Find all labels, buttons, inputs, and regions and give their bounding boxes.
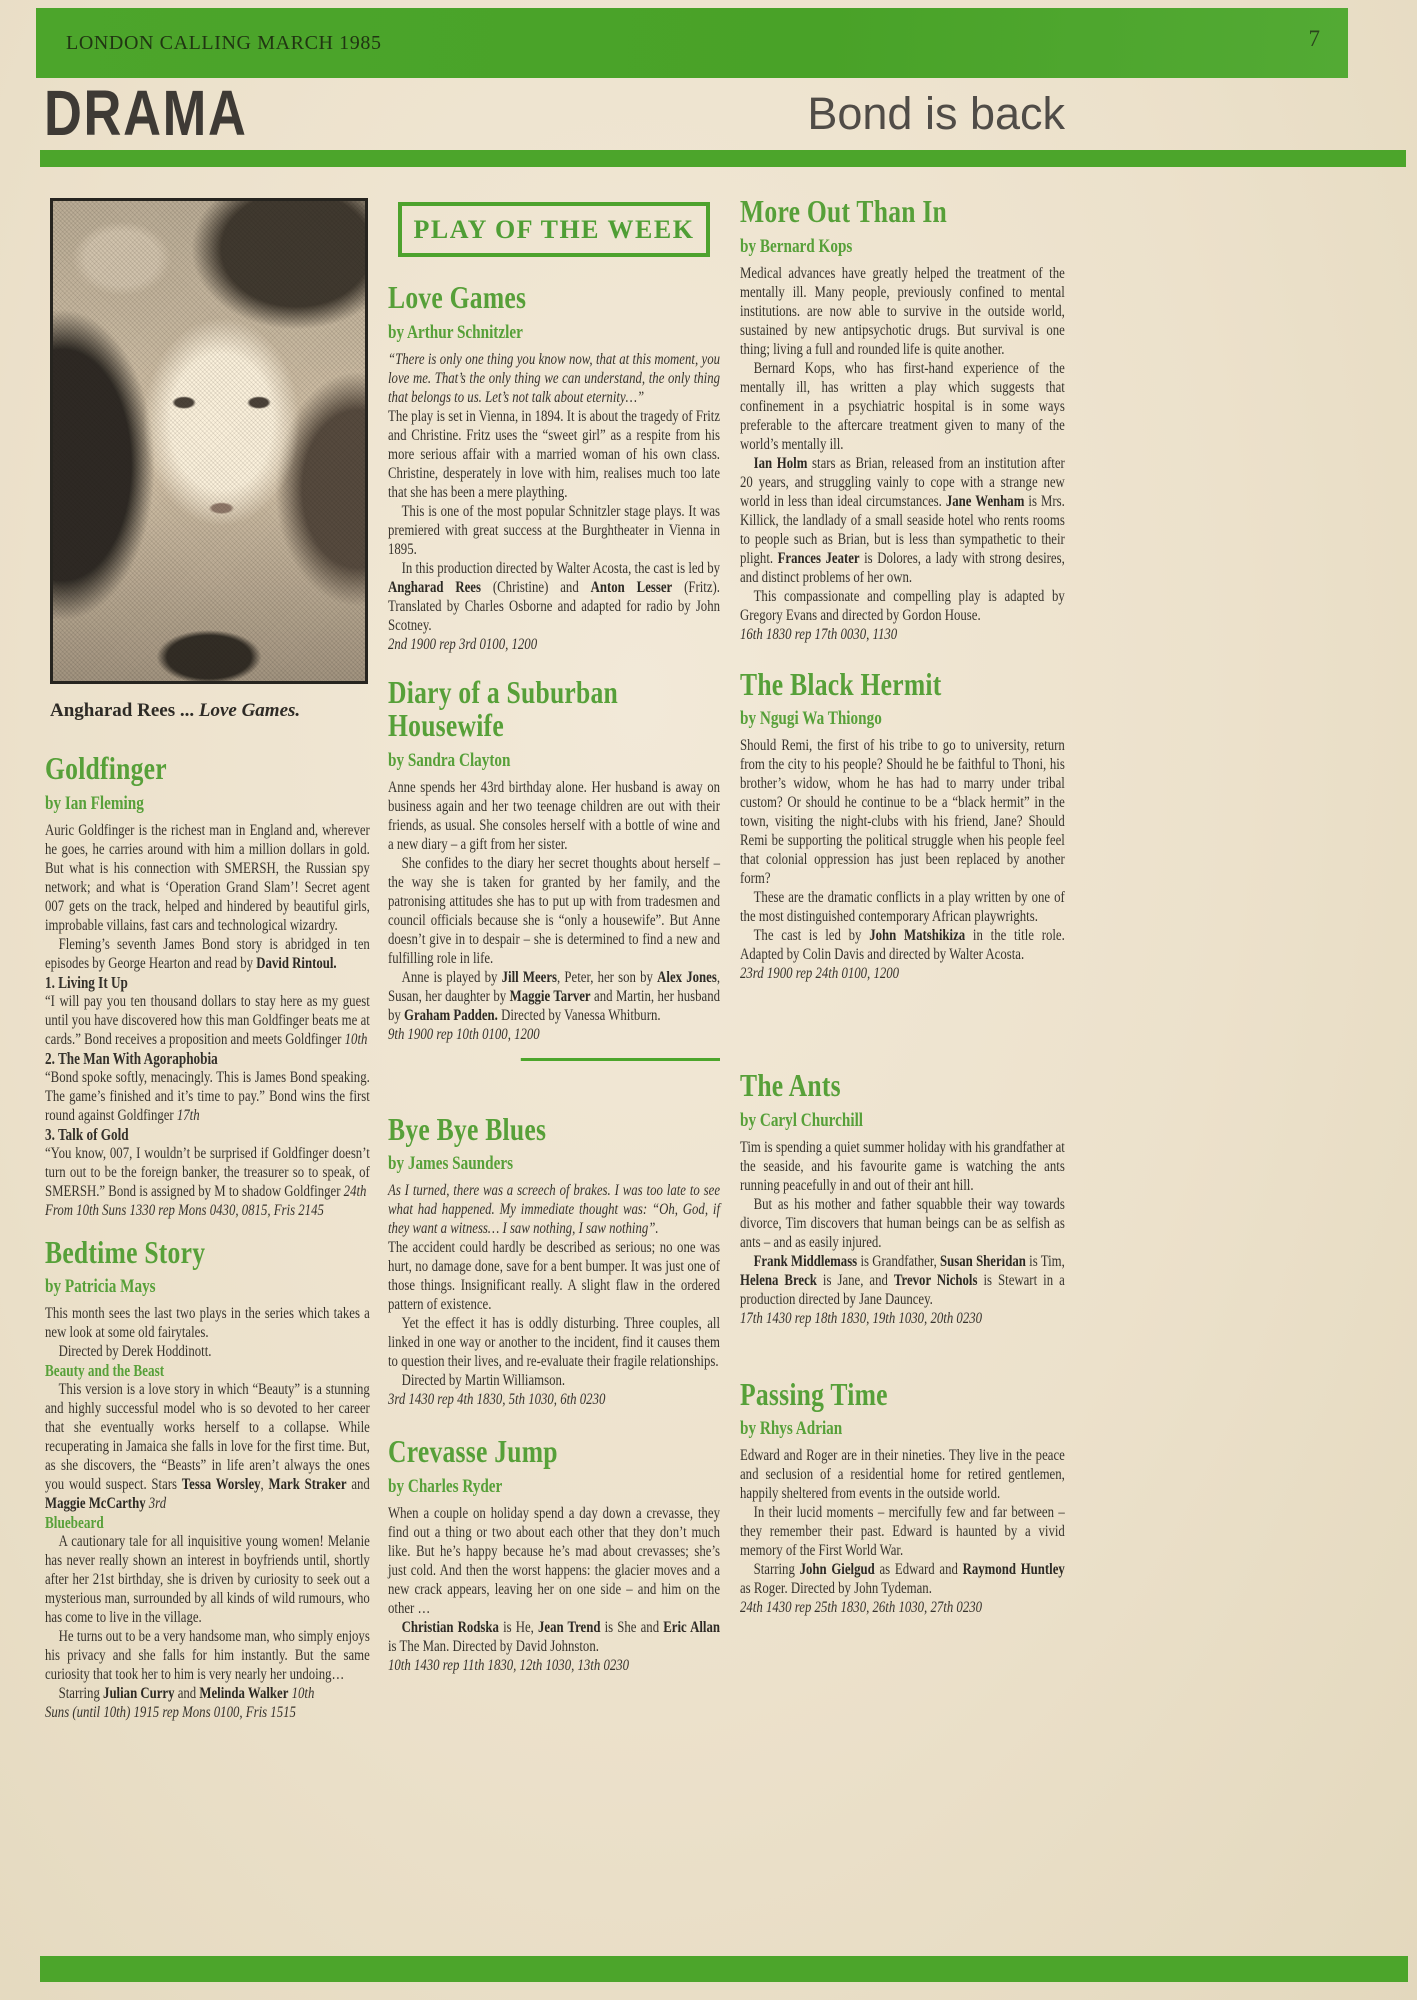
article-body (740, 736, 1065, 983)
block-sched: 2nd 1900 rep 3rd 0100, 1200 (388, 635, 538, 653)
article-byline: by Ngugi Wa Thiongo (740, 708, 882, 730)
block-sched: 9th 1900 rep 10th 0100, 1200 (388, 1025, 540, 1043)
article-the-black-hermit (740, 665, 1065, 984)
block-sched: 3rd 1430 rep 4th 1830, 5th 1030, 6th 0230 (388, 1391, 606, 1409)
block-p: “You know, 007, I wouldn’t be surprised if Goldfinger doesn’t turn out to be the foreign banker, the treasurer so to speak, of SMERSH.” Bond is assigned by M to shadow Goldfinger 24th (45, 1144, 370, 1200)
header-rule (40, 150, 1406, 167)
article-bedtime-story (45, 1233, 370, 1723)
article-title: More Out Than In (740, 193, 948, 229)
article-diary-of-a-suburban-housewife (388, 673, 721, 1044)
article-title: Goldfinger (45, 750, 167, 786)
footer-rule (40, 1956, 1408, 1982)
caption-name: Angharad Rees ... (50, 700, 199, 721)
block-p: But as his mother and father squabble their way towards divorce, Tim discovers that human beings can be as selfish as ants – and as easily injured. (740, 1195, 1065, 1251)
block-p: In this production directed by Walter Acosta, the cast is led by Angharad Rees (Christine) and Anton Lesser (Fritz). Translated by Charles Osborne and adapted for radio by John Scotney. (388, 559, 720, 634)
block-sub: Bluebeard (45, 1513, 104, 1533)
article-crevasse-jump (388, 1435, 720, 1675)
block-sched: From 10th Suns 1330 rep Mons 0430, 0815, Fris 2145 (45, 1201, 324, 1219)
article-body (740, 1446, 1065, 1617)
article-love-games (388, 281, 720, 654)
block-p: Medical advances have greatly helped the treatment of the mentally ill. Many people, previously confined to mental institutions. are now able to survive in the outside world, sustained by new antipsychotic drugs. But survival is one thing; living a full and rounded life is quite another. (740, 264, 1065, 358)
article-title: Passing Time (740, 1375, 888, 1412)
block-p: Directed by Martin Williamson. (401, 1372, 566, 1390)
block-sched: 10th 1430 rep 11th 1830, 12th 1030, 13th 0230 (388, 1656, 630, 1674)
article-body (388, 1504, 720, 1675)
column-divider-rule (521, 1058, 720, 1061)
article-bye-bye-blues (388, 1110, 720, 1410)
article-body (388, 350, 720, 654)
block-p: These are the dramatic conflicts in a play written by one of the most distinguished contemporary African playwrights. (740, 889, 1065, 926)
article-title: Bedtime Story (45, 1233, 206, 1270)
block-p: Should Remi, the first of his tribe to go to university, return from the city to his people? Should he be faithful to Thoni, his brother’s widow, whom he has had to marry under tribal custom? Or should he continue to be a “black hermit” in the town, visiting the night-clubs with his friend, Jane? Should Remi be supporting the political struggle when his people feel that colonial oppression has just been replaced by another form? (740, 737, 1065, 888)
block-p: Edward and Roger are in their nineties. They live in the peace and seclusion of a residential home for retired gentlemen, happily sheltered from events in the outside world. (740, 1447, 1065, 1503)
article-the-ants (740, 1069, 1065, 1328)
article-body (45, 1304, 370, 1722)
block-p: Ian Holm stars as Brian, released from an institution after 20 years, and struggling vainly to cope with a strange new world in less than ideal circumstances. Jane Wenham is Mrs. Killick, the landlady of a small seaside hotel who rents rooms to people such as Brian, but is less than sympathetic to their plight. Frances Jeater is Dolores, a lady with strong desires, and distinct problems of her own. (740, 454, 1065, 586)
block-p: Anne is played by Jill Meers, Peter, her son by Alex Jones, Susan, her daughter by Maggie Tarver and Martin, her husband by Graham Padden. Directed by Vanessa Whitburn. (388, 968, 721, 1024)
block-p: Christian Rodska is He, Jean Trend is She and Eric Allan is The Man. Directed by David Johnston. (388, 1618, 720, 1655)
article-passing-time (740, 1375, 1065, 1618)
block-p: Tim is spending a quiet summer holiday with his grandfather at the seaside, and his favourite game is watching the ants running peacefully in and out of their ant hill. (740, 1138, 1065, 1194)
block-p: The accident could hardly be described as serious; no one was hurt, no damage done, save for a bent bumper. It was just one of those things. Insignificant really. A slight flaw in the ordered pattern of existence. (388, 1239, 720, 1314)
portrait-photo (50, 198, 368, 684)
article-goldfinger (45, 752, 370, 1220)
article-byline: by Caryl Churchill (740, 1109, 864, 1131)
play-of-the-week-box (398, 202, 710, 257)
article-byline: by Arthur Schnitzler (388, 321, 523, 343)
article-body (740, 1138, 1065, 1328)
block-sched: Suns (until 10th) 1915 rep Mons 0100, Fris 1515 (45, 1704, 296, 1722)
block-p: Frank Middlemass is Grandfather, Susan Sheridan is Tim, Helena Breck is Jane, and Trevor Nichols is Stewart in a production directed by Jane Dauncey. (740, 1252, 1065, 1308)
block-p: Bernard Kops, who has first-hand experience of the mentally ill, has written a play which suggests that confinement in a psychiatric hospital is in some ways preferable to the aftercare treatment given to many of the world’s mentally ill. (740, 359, 1065, 453)
block-p: This version is a love story in which “Beauty” is a stunning and highly successful model who is so devoted to her career that she eventually works herself to a collapse. While recuperating in Jamaica she falls in love for the first time. But, as she discovers, the “Beasts” in life aren’t always the ones you would suspect. Stars Tessa Worsley, Mark Straker and Maggie McCarthy 3rd (45, 1381, 370, 1513)
article-byline: by Patricia Mays (45, 1276, 156, 1298)
article-title: Bye Bye Blues (388, 1110, 547, 1147)
article-byline: by Sandra Clayton (388, 749, 511, 771)
header-bar (36, 8, 1348, 78)
block-p: Yet the effect it has is oddly disturbing. Three couples, all linked in one way or another to the incident, find it causes them to question their lives, and re-evaluate their fragile relationships. (388, 1315, 720, 1371)
caption-play-title: Love Games. (198, 700, 301, 721)
article-body (388, 1181, 720, 1409)
article-byline: by Ian Fleming (45, 792, 144, 814)
block-p: A cautionary tale for all inquisitive young women! Melanie has never really shown an interest in boyfriends until, shortly after her 21st birthday, she is driven by curiosity to seek out a mysterious man, surrounded by all kinds of wild rumours, who has come to live in the village. (45, 1533, 370, 1627)
column-left (45, 752, 370, 1722)
block-sched: 16th 1830 rep 17th 0030, 1130 (740, 625, 898, 643)
article-byline: by Rhys Adrian (740, 1418, 843, 1440)
column-right (740, 195, 1065, 1617)
block-p: The cast is led by John Matshikiza in the title role. Adapted by Colin Davis and directed by Walter Acosta. (740, 927, 1065, 964)
article-title: Crevasse Jump (388, 1433, 558, 1470)
block-ep: 3. Talk of Gold (45, 1124, 129, 1144)
article-title: Love Games (388, 279, 527, 315)
block-sched: 23rd 1900 rep 24th 0100, 1200 (740, 965, 900, 983)
block-sched: 24th 1430 rep 25th 1830, 26th 1030, 27th 0230 (740, 1599, 983, 1617)
article-title: The Black Hermit (740, 665, 942, 702)
block-p: Directed by Derek Hoddinott. (58, 1343, 212, 1361)
page-number: 7 (1308, 26, 1320, 51)
masthead-title: LONDON CALLING MARCH 1985 (66, 32, 382, 54)
section-title: DRAMA (44, 77, 248, 149)
article-body (388, 778, 720, 1044)
article-body (45, 821, 370, 1220)
article-title: Diary of a Suburban Housewife (388, 673, 619, 744)
block-lead: “There is only one thing you know now, that at this moment, you love me. That’s the only thing we can understand, the only thing that belongs to us. Let’s not talk about eternity…” (388, 350, 720, 406)
article-byline: by Charles Ryder (388, 1475, 503, 1497)
block-ep: 2. The Man With Agoraphobia (45, 1048, 218, 1068)
block-p: This is one of the most popular Schnitzler stage plays. It was premiered with great success at the Burghtheater in Vienna in 1895. (388, 502, 720, 558)
article-byline: by James Saunders (388, 1153, 513, 1175)
block-p: This compassionate and compelling play is adapted by Gregory Evans and directed by Gordon House. (740, 587, 1065, 624)
block-p: Starring John Gielgud as Edward and Raymond Huntley as Roger. Directed by John Tydeman. (740, 1561, 1065, 1598)
block-p: Fleming’s seventh James Bond story is abridged in ten episodes by George Hearton and read by David Rintoul. (45, 935, 370, 972)
photo-caption (50, 700, 380, 722)
block-p: When a couple on holiday spend a day down a crevasse, they find out a thing or two about each other that they don’t much like. But he’s happy because he’s mad about crevasses; she’s just cold. And then the worst happens: the glacier moves and a new crack appears, leaving her on one side – and him on the other … (388, 1504, 720, 1617)
block-p: Anne spends her 43rd birthday alone. Her husband is away on business again and her two teenage children are out with their friends, as usual. She consoles herself with a bottle of wine and a new diary – a gift from her sister. (388, 778, 720, 853)
article-body (740, 264, 1065, 644)
block-p: He turns out to be a very handsome man, who simply enjoys his privacy and she falls for him instantly. But the same curiosity that took her to him is very nearly her undoing… (45, 1628, 370, 1684)
block-lead: As I turned, there was a screech of brakes. I was too late to see what had happened. My immediate thought was: “Oh, God, if they want a witness… I saw nothing, I saw nothing”. (388, 1182, 720, 1238)
block-p: Starring Julian Curry and Melinda Walker 10th (58, 1685, 315, 1703)
article-title: The Ants (740, 1067, 841, 1104)
article-byline: by Bernard Kops (740, 235, 853, 257)
block-p: She confides to the diary her secret thoughts about herself – the way she is taken for granted by her family, and the patronising attitudes she has to put up with from tradesmen and council officials because she is “only a housewife”. But Anne doesn’t give in to despair – she is determined to find a new and fulfilling role in life. (388, 854, 720, 967)
block-ep: 1. Living It Up (45, 972, 128, 992)
block-p: The play is set in Vienna, in 1894. It is about the tragedy of Fritz and Christine. Fritz uses the “sweet girl” as a respite from his more serious affair with a married woman of his own class. Christine, desperately in love with him, realises much too late that she has been a mere plaything. (388, 407, 720, 501)
block-sub: Beauty and the Beast (45, 1361, 165, 1381)
headline-bond-is-back: Bond is back (807, 88, 1065, 139)
block-p: Auric Goldfinger is the richest man in England and, wherever he goes, he carries around with him a million dollars in gold. But what is his connection with SMERSH, the Russian spy network; and what is ‘Operation Grand Slam’! Secret agent 007 gets on the track, helped and hindered by beautiful girls, improbable villains, fast cars and technological wizardry. (45, 821, 370, 934)
column-middle (388, 281, 720, 1675)
block-sched: 17th 1430 rep 18th 1830, 19th 1030, 20th 0230 (740, 1309, 983, 1327)
article-more-out-than-in (740, 195, 1065, 644)
block-p: In their lucid moments – mercifully few and far between – they remember their past. Edward is haunted by a vivid memory of the First World War. (740, 1504, 1065, 1560)
block-p: “Bond spoke softly, menacingly. This is James Bond speaking. The game’s finished and it’s time to pay.” Bond wins the first round against Goldfinger 17th (45, 1068, 370, 1124)
block-p: This month sees the last two plays in the series which takes a new look at some old fairytales. (45, 1305, 370, 1342)
play-of-the-week-label: PLAY OF THE WEEK (413, 214, 695, 244)
block-p: “I will pay you ten thousand dollars to stay here as my guest until you have discovered how this man Goldfinger beats me at cards.” Bond receives a proposition and meets Goldfinger 10th (45, 992, 370, 1048)
